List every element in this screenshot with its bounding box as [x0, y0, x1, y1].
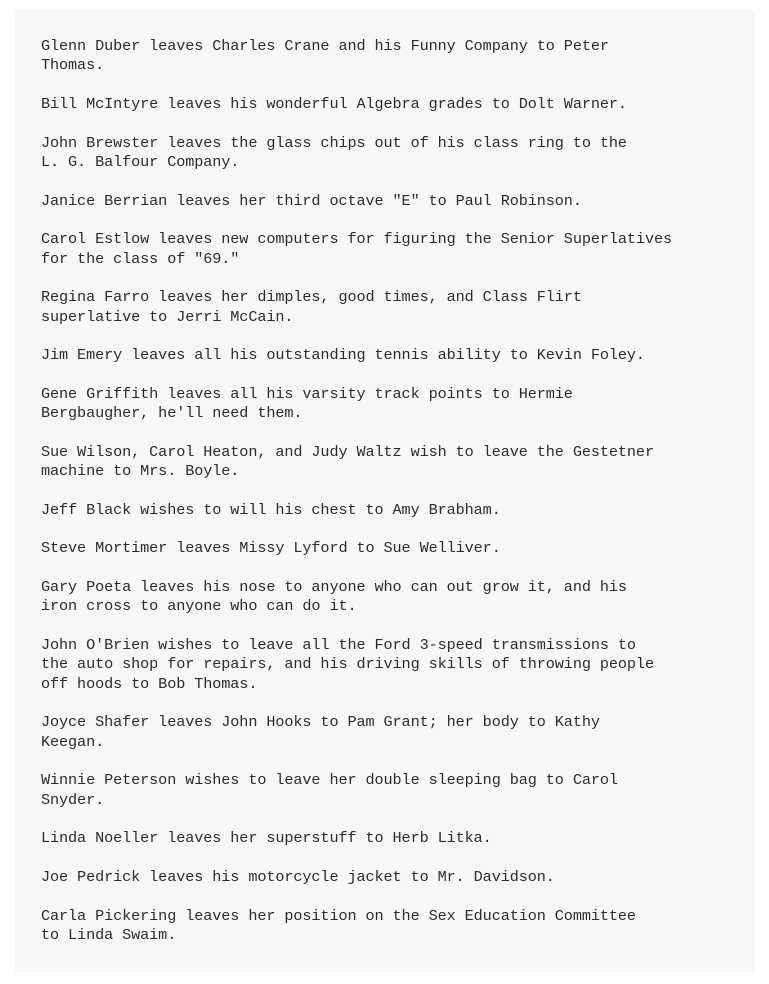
- will-entry: [41, 539, 741, 558]
- will-entry: [41, 713, 741, 752]
- entry-line: Regina Farro leaves her dimples, good times, and Class Flirt: [41, 288, 582, 307]
- entry-line: to Linda Swaim.: [41, 925, 177, 944]
- will-entry: [41, 230, 741, 269]
- entry-line: Glenn Duber leaves Charles Crane and his Funny Company to Peter: [41, 37, 609, 55]
- entry-line: Gary Poeta leaves his nose to anyone who can out grow it, and his: [41, 577, 627, 596]
- entry-line: for the class of "69.": [41, 249, 240, 268]
- will-entry: [41, 192, 741, 211]
- entry-line: Jim Emery leaves all his outstanding tennis ability to Kevin Foley.: [41, 346, 645, 365]
- entry-line: superlative to Jerri McCain.: [41, 307, 294, 326]
- entry-line: Sue Wilson, Carol Heaton, and Judy Waltz wish to leave the Gestetner: [41, 442, 654, 461]
- will-entry: [41, 771, 741, 810]
- entry-line: John Brewster leaves the glass chips out of his class ring to the: [41, 133, 627, 152]
- will-entries-list: [41, 37, 741, 965]
- will-entry: [41, 37, 741, 76]
- entry-line: off hoods to Bob Thomas.: [41, 674, 258, 693]
- entry-line: Thomas.: [41, 56, 105, 75]
- entry-line: Joe Pedrick leaves his motorcycle jacket to Mr. Davidson.: [41, 867, 555, 886]
- entry-line: Janice Berrian leaves her third octave "E" to Paul Robinson.: [41, 191, 582, 210]
- entry-line: Linda Noeller leaves her superstuff to Herb Litka.: [41, 829, 492, 848]
- will-entry: [41, 346, 741, 365]
- entry-line: Carla Pickering leaves her position on the Sex Education Committee: [41, 906, 636, 925]
- entry-line: Snyder.: [41, 790, 105, 809]
- entry-line: Bill McIntyre leaves his wonderful Algebra grades to Dolt Warner.: [41, 95, 627, 113]
- entry-line: the auto shop for repairs, and his driving skills of throwing people: [41, 655, 654, 674]
- will-entry: [41, 443, 741, 482]
- will-entry: [41, 829, 741, 848]
- entry-line: Winnie Peterson wishes to leave her double sleeping bag to Carol: [41, 771, 618, 790]
- entry-line: Bergbaugher, he'll need them.: [41, 404, 303, 423]
- entry-line: Jeff Black wishes to will his chest to Amy Brabham.: [41, 500, 501, 519]
- will-entry: [41, 501, 741, 520]
- entry-line: John O'Brien wishes to leave all the Ford 3-speed transmissions to: [41, 635, 636, 654]
- entry-line: L. G. Balfour Company.: [41, 153, 240, 171]
- entry-line: machine to Mrs. Boyle.: [41, 462, 240, 481]
- will-entry: [41, 95, 741, 114]
- will-entry: [41, 385, 741, 424]
- will-entry: [41, 578, 741, 617]
- entry-line: Gene Griffith leaves all his varsity track points to Hermie: [41, 384, 573, 403]
- will-entry: [41, 907, 741, 946]
- entry-line: iron cross to anyone who can do it.: [41, 597, 357, 616]
- entry-line: Steve Mortimer leaves Missy Lyford to Sue Welliver.: [41, 539, 501, 558]
- entry-line: Joyce Shafer leaves John Hooks to Pam Grant; her body to Kathy: [41, 713, 600, 732]
- will-entry: [41, 288, 741, 327]
- entry-line: Carol Estlow leaves new computers for figuring the Senior Superlatives: [41, 230, 672, 249]
- will-entry: [41, 134, 741, 173]
- entry-line: Keegan.: [41, 732, 105, 751]
- will-entry: [41, 636, 741, 694]
- will-entry: [41, 868, 741, 887]
